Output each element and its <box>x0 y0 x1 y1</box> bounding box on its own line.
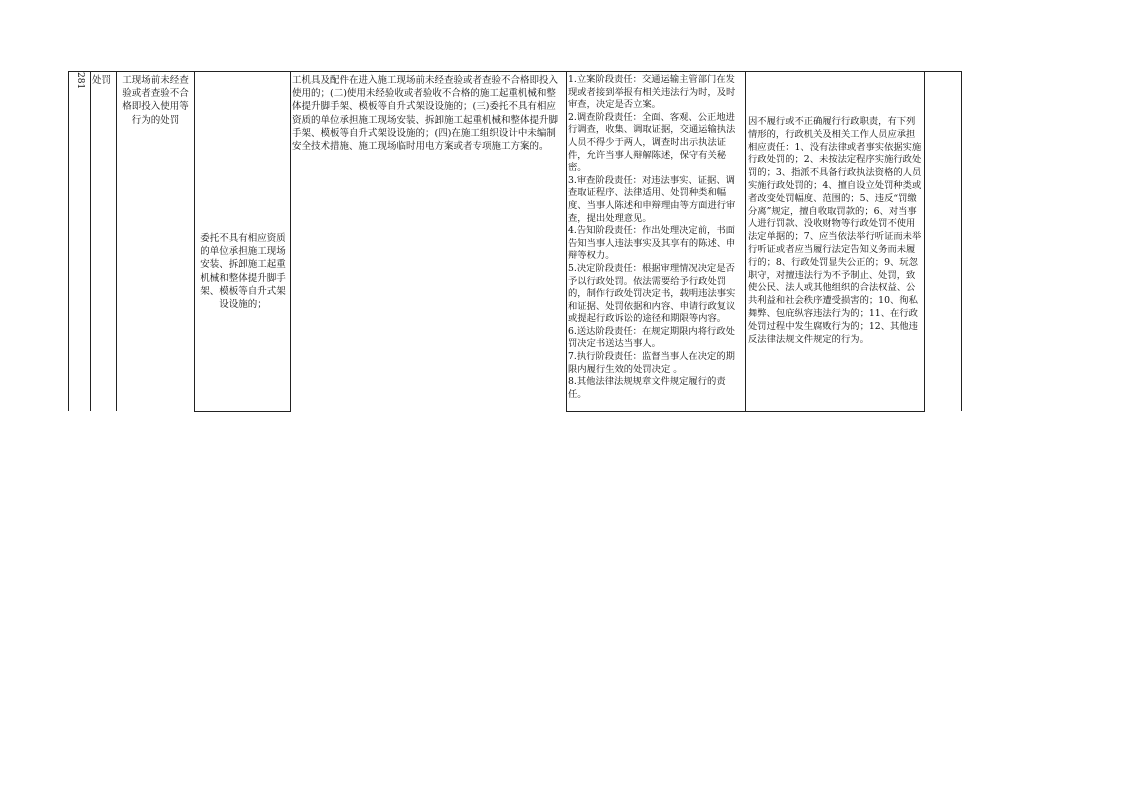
responsibility-bottom-border <box>566 411 925 412</box>
column-divider-9 <box>961 71 962 411</box>
column-divider-3 <box>116 71 117 411</box>
category-cell: 处罚 <box>92 75 112 86</box>
column-divider-7 <box>745 71 746 412</box>
responsibility-step: 3.审查阶段责任：对违法事实、证据、调查取证程序、法律适用、处罚种类和幅度、当事人陈述和申辩理由等方面进行审查，提出处理意见。 <box>568 174 736 224</box>
column-divider-4 <box>194 71 195 412</box>
item-name-cell: 工现场前未经查验或者查验不合格即投入使用等行为的处罚 <box>122 75 189 126</box>
responsibility-step: 8.其他法律法规规章文件规定履行的责任。 <box>568 376 726 400</box>
column-divider-8 <box>924 71 925 412</box>
column-divider-6 <box>566 71 567 412</box>
table-top-border <box>68 71 961 72</box>
responsibility-step: 6.送达阶段责任：在规定期限内将行政处罚决定书送达当事人。 <box>568 325 735 350</box>
legal-basis-cell: 工机具及配件在进入施工现场前未经查验或者查验不合格即投入使用的；(二)使用未经验收或者验收不合格的施工起重机械和整体提升脚手架、模板等自升式架设设施的；(三)委托不具有相应资质的单位承担施工现场安装、拆卸施工起重机械和整体提升脚手架、模板等自升式架设设施的；(四)在施工组织设计中未编制安全技术措施、施工现场临时用电方案或者专项施工方案的。 <box>292 75 559 153</box>
row-index: 281 <box>75 72 85 90</box>
sub-item-cell: 委托不具有相应资质的单位承担施工现场安装、拆卸施工起重机械和整体提升脚手架、模板等自升式架设设施的； <box>200 233 286 311</box>
responsibility-step: 7.执行阶段责任：监督当事人在决定的期限内履行生效的处罚决定 。 <box>568 351 735 375</box>
responsibility-step: 2.调查阶段责任：全面、客观、公正地进行调查，收集、调取证据，交通运输执法人员不得少于两人，调查时出示执法证件，允许当事人辩解陈述，保守有关秘密。 <box>568 111 736 174</box>
sub-item-bottom-border <box>194 411 291 412</box>
column-divider-2 <box>90 71 91 411</box>
accountability-cell: 因不履行或不正确履行行政职责，有下列情形的，行政机关及相关工作人员应承担相应责任：1、没有法律或者事实依据实施行政处罚的；2、未按法定程序实施行政处罚的；3、指派不具备行政执法资格的人员实施行政处罚的；4、擅自设立处罚种类或者改变处罚幅度、范围的；5、违反“罚缴分离”规定，擅自收取罚款的；6、对当事人进行罚款、没收财物等行政处罚不使用法定单据的；7、应当依法举行听证而未举行听证或者应当履行法定告知义务而未履行的；8、行政处罚显失公正的；9、玩忽职守，对擅违法行为不予制止、处罚，致使公民、法人或其他组织的合法权益、公共利益和社会秩序遭受损害的；10、徇私舞弊、包庇纵容违法行为的；11、在行政处罚过程中发生腐败行为的；12、其他违反法律法规文件规定的行为。 <box>748 116 922 345</box>
responsibilities-cell <box>568 74 744 401</box>
responsibility-step: 4.告知阶段责任：作出处理决定前，书面告知当事人违法事实及其享有的陈述、申辩等权力。 <box>568 225 736 262</box>
column-divider-5 <box>290 71 291 412</box>
column-divider-1 <box>68 71 69 411</box>
responsibility-step: 5.决定阶段责任：根据审理情况决定是否予以行政处罚。依法需要给予行政处罚的，制作行政处罚决定书，载明违法事实和证据、处罚依据和内容、申请行政复议或提起行政诉讼的途径和期限等内容。 <box>568 262 736 325</box>
responsibility-step: 1.立案阶段责任：交通运输主管部门在发现或者接到举报有相关违法行为时，及时审查，决定是否立案。 <box>568 74 736 111</box>
